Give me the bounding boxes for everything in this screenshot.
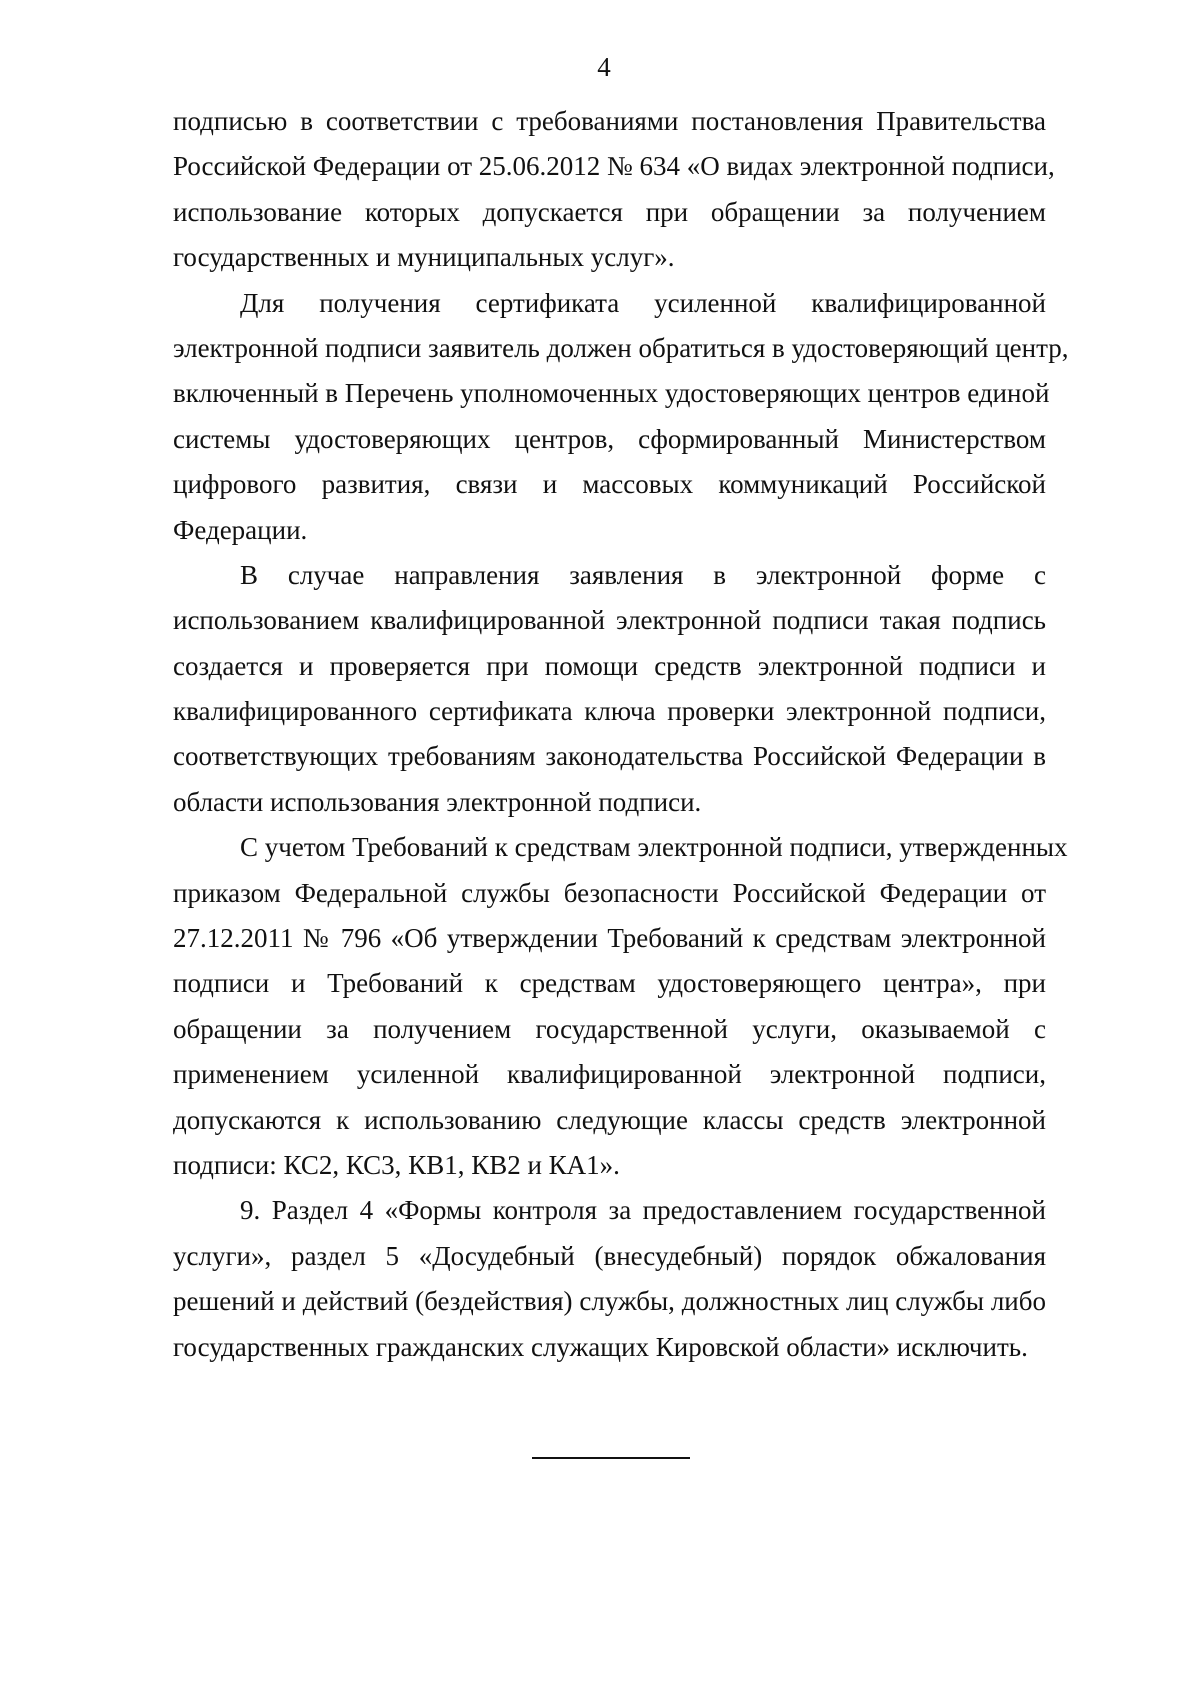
- text-line: системы удостоверяющих центров, сформированный Министерством: [173, 423, 1046, 454]
- text-line: Для получения сертификата усиленной квалифицированной: [240, 287, 1046, 318]
- paragraph: [173, 1188, 1046, 1370]
- text-line: 27.12.2011 № 796 «Об утверждении Требований к средствам электронной: [173, 923, 1046, 954]
- text-line: услуги», раздел 5 «Досудебный (внесудебный) порядок обжалования: [173, 1240, 1046, 1271]
- text-line: включенный в Перечень уполномоченных удостоверяющих центров единой: [173, 378, 1050, 409]
- text-line: применением усиленной квалифицированной электронной подписи,: [173, 1059, 1046, 1090]
- text-line: Федерации.: [173, 514, 308, 545]
- text-line: допускаются к использованию следующие классы средств электронной: [173, 1104, 1046, 1135]
- paragraph: [173, 99, 1055, 281]
- text-line: Российской Федерации от 25.06.2012 № 634 «О видах электронной подписи,: [173, 151, 1055, 182]
- text-line: области использования электронной подписи.: [173, 786, 702, 817]
- text-line: подписью в соответствии с требованиями постановления Правительства: [173, 106, 1046, 136]
- text-line: решений и действий (бездействия) службы, должностных лиц службы либо: [173, 1286, 1046, 1317]
- text-line: 9. Раздел 4 «Формы контроля за предоставлением государственной: [240, 1195, 1046, 1226]
- text-line: использованием квалифицированной электронной подписи такая подпись: [173, 605, 1046, 636]
- paragraph: [173, 281, 1069, 553]
- end-divider: [532, 1457, 690, 1459]
- text-line: государственных гражданских служащих Кировской области» исключить.: [173, 1331, 1028, 1362]
- text-line: электронной подписи заявитель должен обратиться в удостоверяющий центр,: [173, 332, 1069, 363]
- document-body: [173, 99, 1069, 1370]
- text-line: создается и проверяется при помощи средств электронной подписи и: [173, 650, 1046, 681]
- text-line: квалифицированного сертификата ключа проверки электронной подписи,: [173, 696, 1046, 727]
- text-line: С учетом Требований к средствам электронной подписи, утвержденных: [240, 832, 1068, 863]
- text-line: соответствующих требованиям законодательства Российской Федерации в: [173, 741, 1046, 772]
- paragraph: [173, 553, 1046, 825]
- text-line: государственных и муниципальных услуг».: [173, 242, 675, 273]
- text-line: использование которых допускается при обращении за получением: [173, 196, 1046, 227]
- text-line: цифрового развития, связи и массовых коммуникаций Российской: [173, 469, 1046, 500]
- paragraph: [173, 825, 1068, 1188]
- text-line: подписи и Требований к средствам удостоверяющего центра», при: [173, 968, 1046, 999]
- text-line: В случае направления заявления в электронной форме с: [240, 559, 1046, 590]
- text-line: приказом Федеральной службы безопасности Российской Федерации от: [173, 877, 1046, 908]
- text-line: обращении за получением государственной услуги, оказываемой с: [173, 1013, 1046, 1044]
- text-line: подписи: КС2, КС3, КВ1, КВ2 и КА1».: [173, 1149, 620, 1180]
- page-number: 4: [597, 52, 611, 82]
